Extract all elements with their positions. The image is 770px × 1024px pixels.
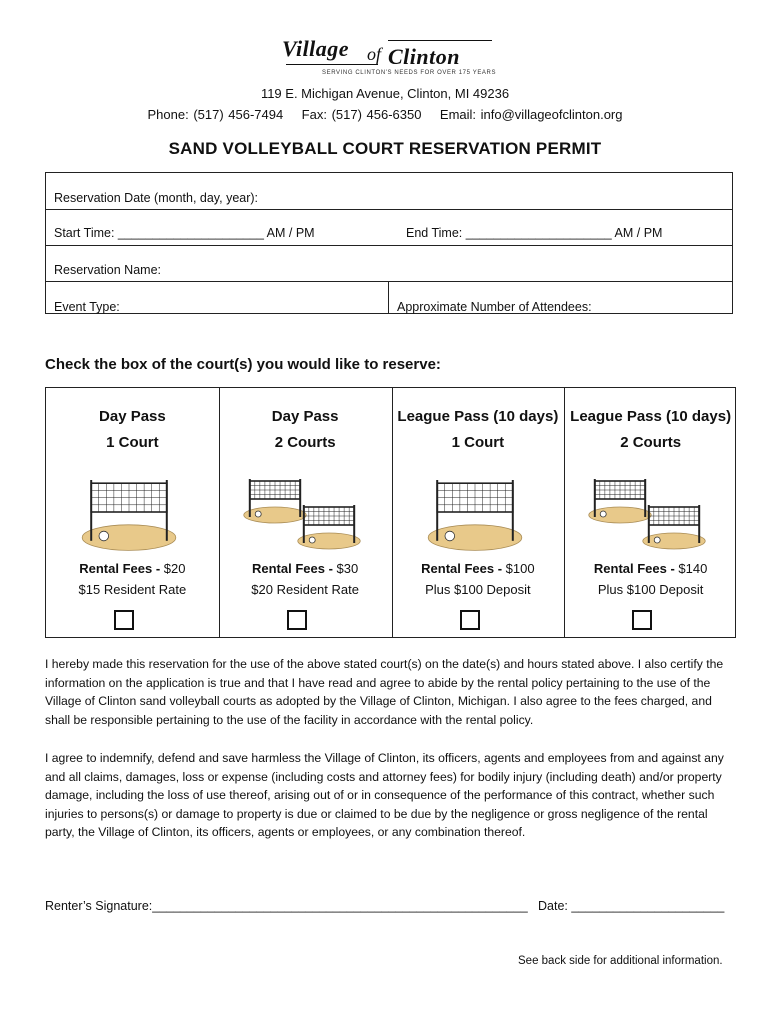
reservation-date-field[interactable]: Reservation Date (month, day, year):: [54, 191, 259, 205]
logo-village: Village: [282, 36, 350, 61]
courts-heading: Check the box of the court(s) you would like to reserve:: [45, 356, 441, 373]
volleyball-court-icon: [392, 466, 565, 556]
option-courts: 1 Court: [451, 434, 505, 451]
agreement-paragraph: I hereby made this reservation for the use of the above stated court(s) on the date(s) and hours stated above. I also certify the information on the application is true and that I have read and agree to abide by the rental policy pertaining to the use of the Village of Clinton sand volleyball courts as adopted by the Village of Clinton, Michigan. I also agree to the fees charged, and shall be responsible pertaining to the use of the facility in accordance with the rental policy.: [45, 657, 724, 727]
court-checkbox[interactable]: [114, 610, 134, 630]
event-type-field[interactable]: Event Type:: [54, 300, 120, 314]
village-logo: [270, 30, 500, 82]
renter-signature-field[interactable]: Renter’s Signature:______________________________________________________: [45, 899, 528, 913]
option-title: League Pass (10 days): [570, 408, 732, 425]
court-options-box: [45, 387, 736, 638]
rental-fee: Rental Fees - $100: [421, 561, 535, 576]
fee-note: Plus $100 Deposit: [597, 582, 704, 597]
fee-note: $20 Resident Rate: [251, 582, 359, 597]
option-title: League Pass (10 days): [397, 408, 559, 425]
option-title: Day Pass: [271, 408, 339, 425]
court-option-3: [392, 388, 565, 637]
address: 119 E. Michigan Avenue, Clinton, MI 49236: [260, 86, 510, 101]
option-title: Day Pass: [99, 408, 166, 425]
logo-of: of: [367, 44, 382, 64]
volleyball-court-icon: [564, 466, 737, 556]
fee-note: Plus $100 Deposit: [425, 582, 531, 597]
court-checkbox[interactable]: [460, 610, 480, 630]
rental-fee: Rental Fees - $20: [79, 561, 186, 576]
logo-tagline: SERVING CLINTON'S NEEDS FOR OVER 175 YEARS: [322, 70, 497, 76]
court-option-1: [46, 388, 219, 637]
back-side-note: See back side for additional information.: [518, 955, 723, 967]
court-option-4: [564, 388, 737, 637]
court-option-2: [219, 388, 392, 637]
fee-note: $15 Resident Rate: [78, 582, 187, 597]
volleyball-court-icon: [46, 466, 219, 556]
page-title: SAND VOLLEYBALL COURT RESERVATION PERMIT: [168, 139, 602, 158]
contact-line: Phone: (517) 456-7494 Fax: (517) 456-6350 Email: info@villageofclinton.org: [147, 107, 623, 122]
end-time-field[interactable]: End Time: _____________________ AM / PM: [406, 226, 663, 240]
court-checkbox[interactable]: [287, 610, 307, 630]
indemnity-paragraph: I agree to indemnify, defend and save harmless the Village of Clinton, its officers, agents and employees from and against any and all claims, damages, loss or expense (including costs and attorney fees) for bodily injury (including death) and/or property damage, including the loss of use thereof, arising out of or in consequence of the performance of this contract, whether such injuries to persons(s) or damage to property is due or claimed to be due by the negligence or gross negligence of the rental party, the Village of Clinton, its officers, agents or employees, or any combination thereof.: [45, 751, 724, 840]
option-courts: 2 Courts: [274, 434, 336, 451]
attendees-field[interactable]: Approximate Number of Attendees:: [397, 300, 592, 314]
signature-date-field[interactable]: Date: ______________________: [538, 899, 725, 913]
volleyball-court-icon: [219, 466, 392, 556]
reservation-info-box: [45, 172, 733, 314]
option-courts: 1 Court: [106, 434, 159, 451]
option-courts: 2 Courts: [620, 434, 682, 451]
start-time-field[interactable]: Start Time: _____________________ AM / PM: [54, 226, 315, 240]
logo-clinton: Clinton: [388, 44, 460, 69]
rental-fee: Rental Fees - $30: [252, 561, 359, 576]
reservation-name-field[interactable]: Reservation Name:: [54, 263, 161, 277]
court-checkbox[interactable]: [632, 610, 652, 630]
rental-fee: Rental Fees - $140: [593, 561, 708, 576]
